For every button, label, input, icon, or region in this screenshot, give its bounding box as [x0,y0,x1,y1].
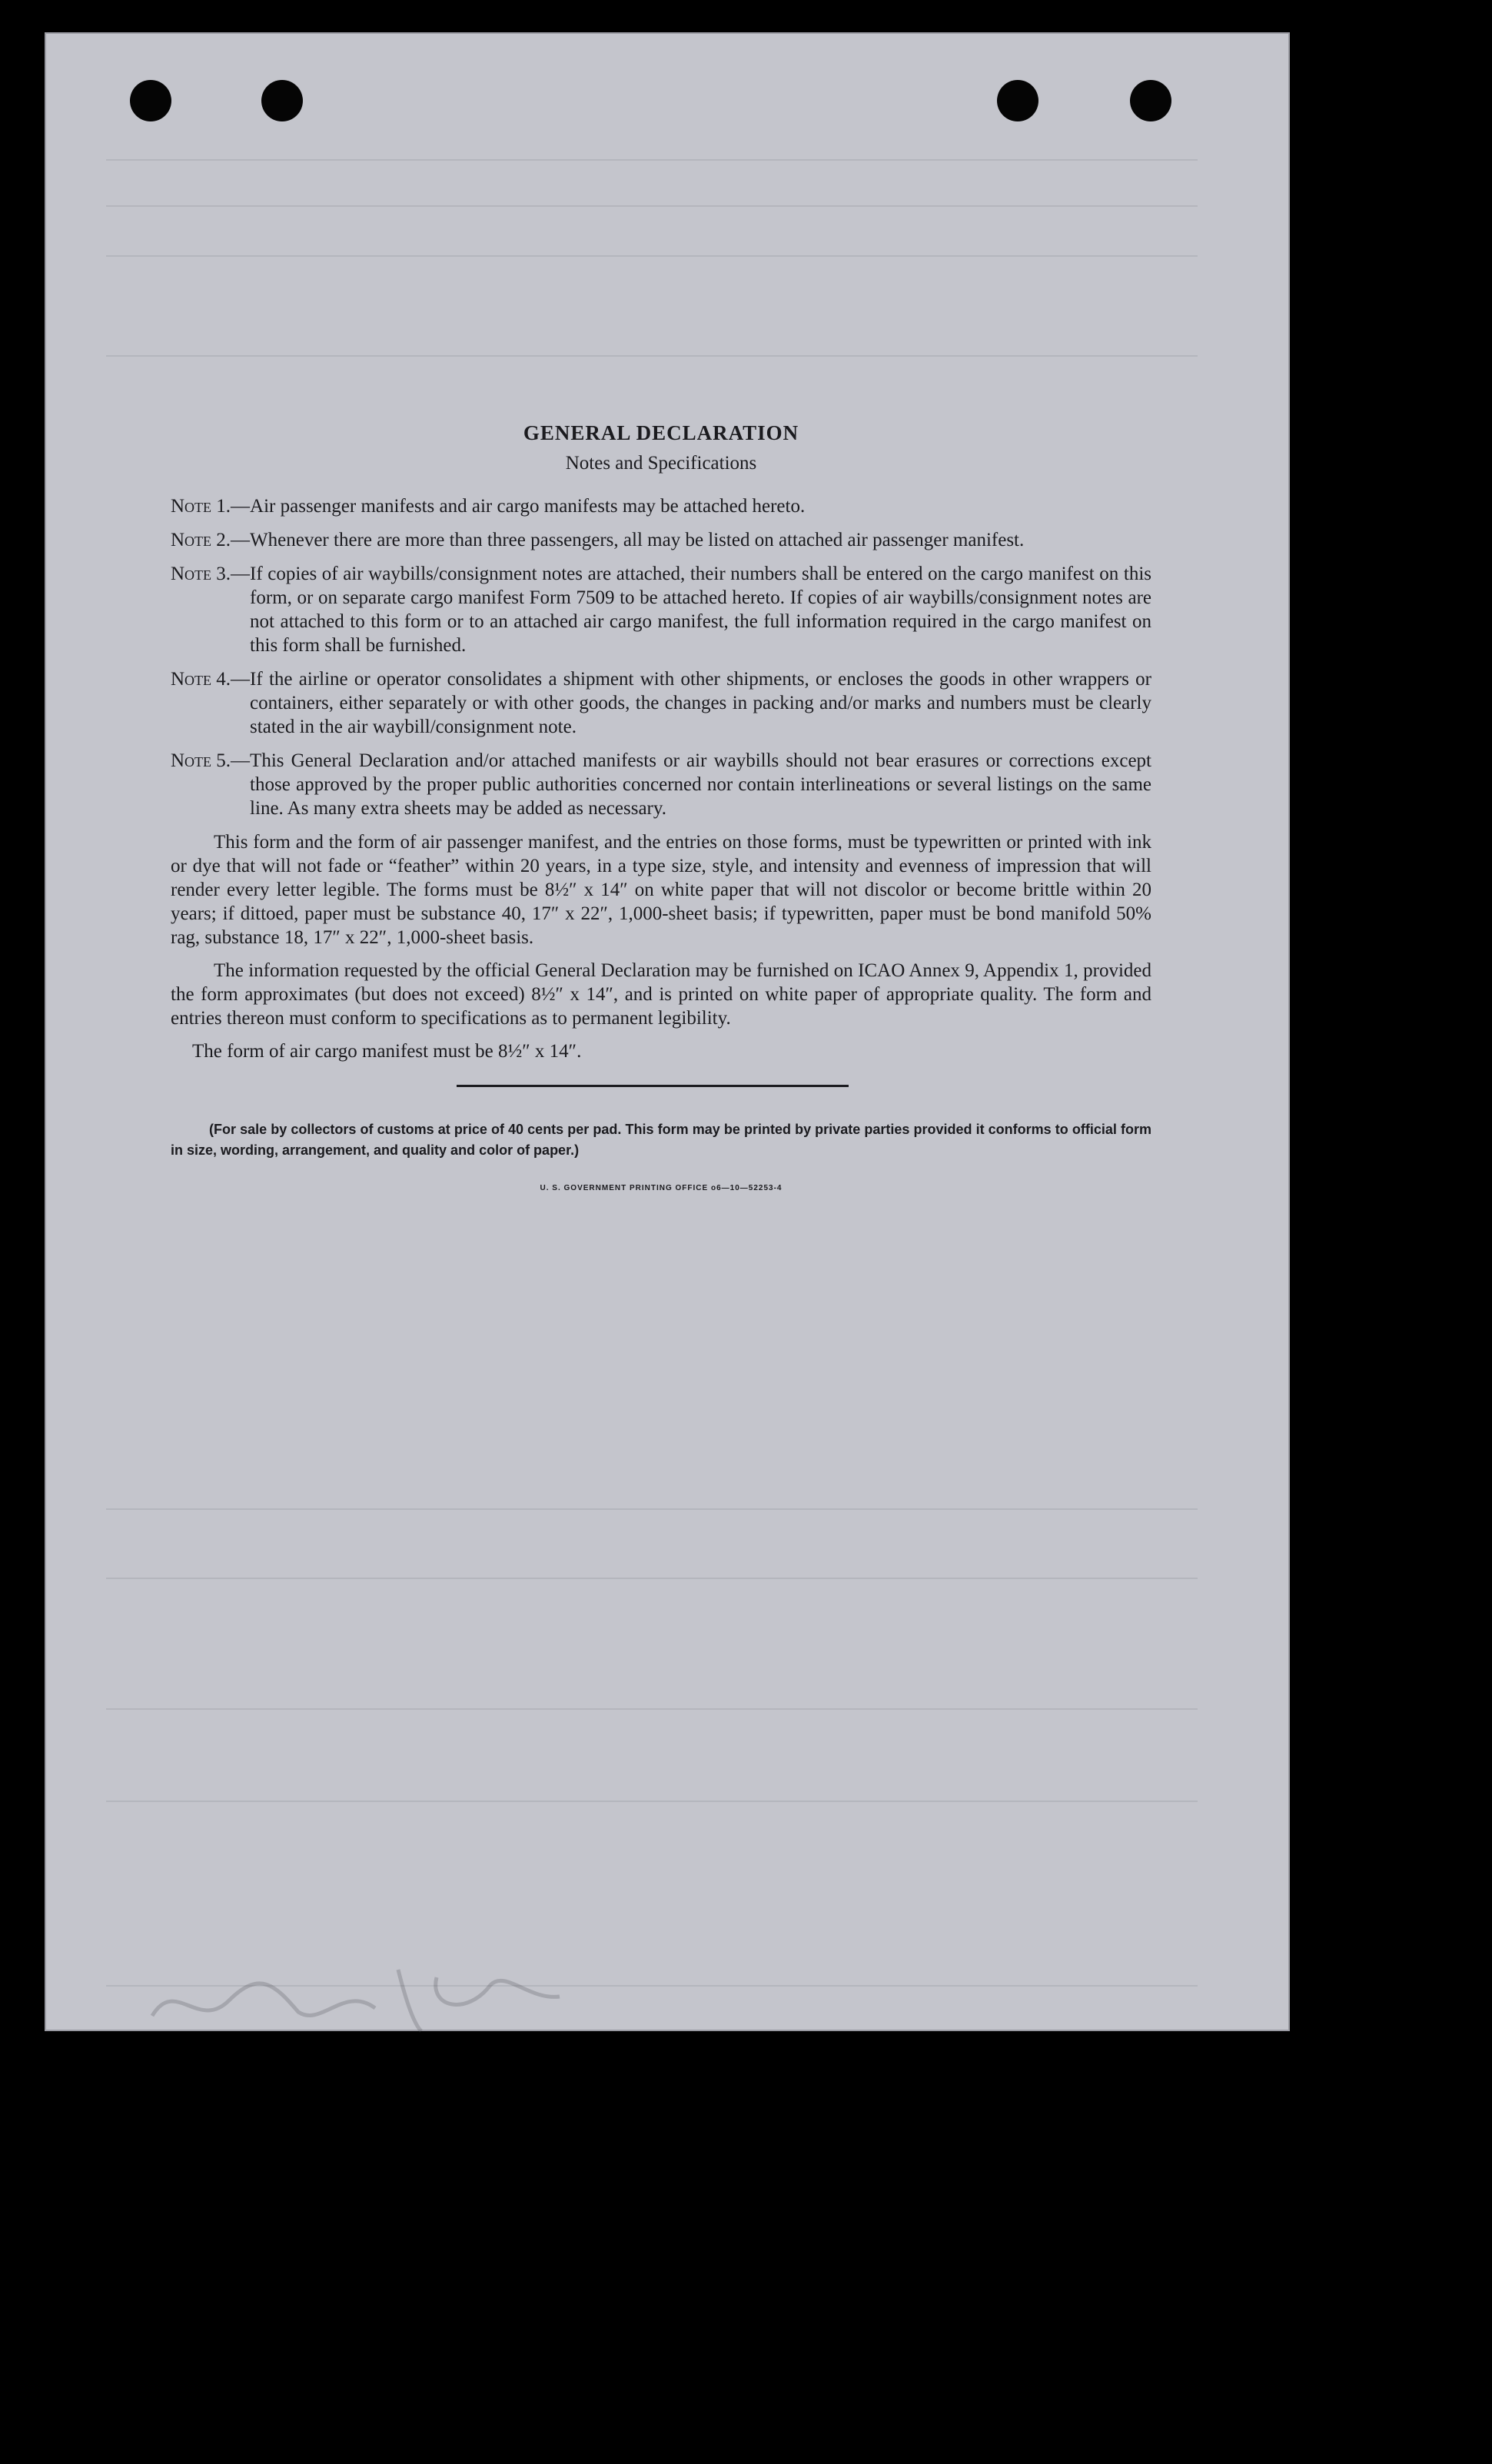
bleed-through-line [106,355,1198,357]
note-text: This General Declaration and/or attached manifests or air waybills should not bear erasures or corrections except those approved by the proper public authorities concerned nor contain interlineations or several listings on the same line. As many extra sheets may be added as necessary. [250,750,1151,819]
bleed-through-line [106,255,1198,257]
note-label: Note 2.— [171,530,251,550]
punch-hole [130,80,171,121]
punch-hole [261,80,303,121]
bleed-through-line [106,205,1198,207]
note-label: Note 3.— [171,564,251,584]
bleed-through-line [106,1801,1198,1802]
bleed-through-line [106,1578,1198,1579]
note-label: Note 1.— [171,496,251,517]
signature-mark [145,1954,575,2039]
notes-content [171,421,1151,1192]
note-label: Note 5.— [171,750,251,771]
note-1 [171,494,1151,518]
printing-office-line: U. S. GOVERNMENT PRINTING OFFICE o6—10—52253-4 [540,1184,783,1192]
paper-specification-paragraph: This form and the form of air passenger manifest, and the entries on those forms, must be typewritten or printed with ink or dye that will not fade or “feather” within 20 years, in a type size, style, and intensity and evenness of impression that will render every letter legible. The forms must be 8½″ x 14″ on white paper that will not discolor or become brittle within 20 years; if dittoed, paper must be substance 40, 17″ x 22″, 1,000-sheet basis; if typewritten, paper must be bond manifold 50% rag, substance 18, 17″ x 22″, 1,000-sheet basis. [171,832,1151,948]
note-4 [171,667,1151,739]
horizontal-rule [457,1085,849,1087]
page-subtitle: Notes and Specifications [565,453,757,474]
note-text: If copies of air waybills/consignment notes are attached, their numbers shall be entered on the cargo manifest on this form, or on separate cargo manifest Form 7509 to be attached hereto. If copies of air waybills/consignment notes are not attached to this form or to an attached air cargo manifest, the full information required in the cargo manifest on this form shall be furnished. [250,564,1151,656]
note-text: Air passenger manifests and air cargo manifests may be attached hereto. [250,496,806,517]
punch-hole [997,80,1038,121]
bleed-through-line [106,1508,1198,1510]
icao-paragraph: The information requested by the official General Declaration may be furnished on ICAO Annex 9, Appendix 1, provided the form approximates (but does not exceed) 8½″ x 14″, and is printed on white paper of appropriate quality. The form and entries thereon must conform to specifications as to permanent legibility. [171,960,1151,1029]
note-3 [171,562,1151,657]
note-5 [171,749,1151,820]
bleed-through-line [106,159,1198,161]
note-2 [171,528,1151,552]
note-label: Note 4.— [171,669,251,690]
note-text: If the airline or operator consolidates a shipment with other shipments, or encloses the goods in other wrappers or containers, either separately or with other goods, the changes in packing and/or marks and numbers must be clearly stated in the air waybill/consignment note. [250,669,1151,737]
cargo-manifest-size-paragraph: The form of air cargo manifest must be 8½″ x 14″. [192,1041,582,1062]
bleed-through-line [106,1708,1198,1710]
punch-hole [1130,80,1171,121]
sale-notice: (For sale by collectors of customs at price of 40 cents per pad. This form may be printed by private parties provided it conforms to official form in size, wording, arrangement, and quality and color of paper.) [171,1122,1151,1158]
page-title: GENERAL DECLARATION [523,421,799,444]
note-text: Whenever there are more than three passengers, all may be listed on attached air passenger manifest. [250,530,1025,550]
